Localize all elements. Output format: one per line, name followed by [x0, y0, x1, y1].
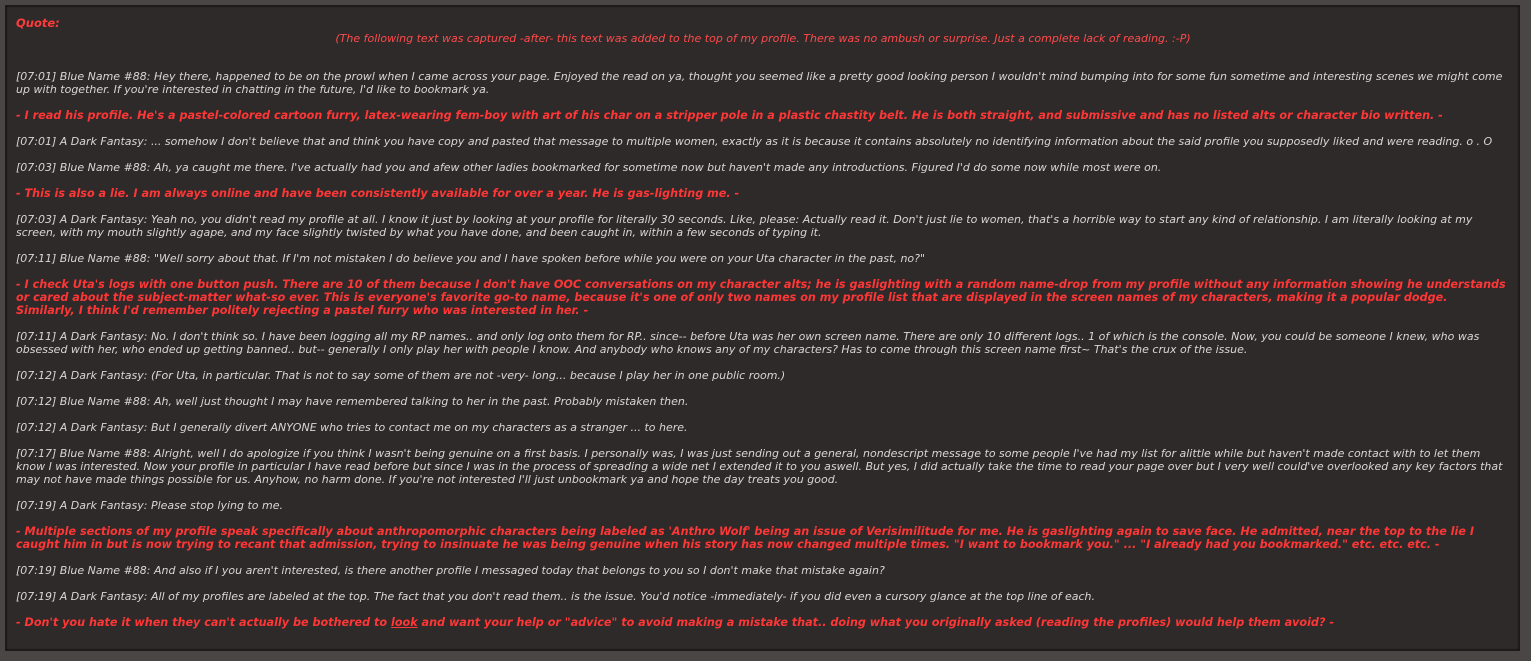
log-entry: [07:01] A Dark Fantasy: ... somehow I don't believe that and think you have copy and pasted that message to multiple women, exactly as it is because it contains absolutely no identifying information about the said profile you supposedly liked and were reading. o . O [16, 135, 1493, 148]
final-comment-end: and want your help or "advice" to avoid making a mistake that.. doing what you originally asked (reading the profiles) would help them avoid? - [417, 616, 1334, 629]
log-entry: [07:12] A Dark Fantasy: But I generally divert ANYONE who tries to contact me on my characters as a stranger ... to here. [16, 421, 688, 434]
chat-log [16, 70, 1510, 629]
log-comment: - I read his profile. He's a pastel-colored cartoon furry, latex-wearing fem-boy with art of his char on a stripper pole in a plastic chastity belt. He is both straight, and submissive and has no listed alts or character bio written. - [16, 109, 1443, 122]
quote-note: (The following text was captured -after- this text was added to the top of my profile. There was no ambush or surprise. Just a complete lack of reading. :-P) [335, 32, 1191, 45]
log-entry: [07:19] A Dark Fantasy: All of my profiles are labeled at the top. The fact that you don't read them.. is the issue. You'd notice -immediately- if you did even a cursory glance at the top line of each. [16, 590, 1096, 603]
log-comment: - I check Uta's logs with one button push. There are 10 of them because I don't have OOC conversations on my character alts; he is gaslighting with a random name-drop from my profile without any information showing he understands or cared about the subject-matter what-so ever. This is everyone's favorite go-to name, because it's one of only two names on my profile list that are displayed in the screen names of my characters, making it a popular dodge. Similarly, I think I'd remember politely rejecting a pastel furry who was interested in her. - [16, 278, 1506, 317]
log-entry: [07:11] Blue Name #88: "Well sorry about that. If I'm not mistaken I do believe you and I have spoken before while you were on your Uta character in the past, no?" [16, 252, 926, 265]
log-entry: [07:01] Blue Name #88: Hey there, happened to be on the prowl when I came across your page. Enjoyed the read on ya, thought you seemed like a pretty good looking person I wouldn't mind bumping into for some fun sometime and interesting scenes we might come up with together. If you're interested in chatting in the future, I'd like to bookmark ya. [16, 70, 1503, 96]
log-entry: [07:19] A Dark Fantasy: Please stop lying to me. [16, 499, 283, 512]
log-entry: [07:17] Blue Name #88: Alright, well I do apologize if you think I wasn't being genuine on a first basis. I personally was, I was just sending out a general, nondescript message to some people I've had my list for alittle while but haven't made contact with to let them know I was interested. Now your profile in particular I have read before but since I was in the process of spreading a wide net I extended it to you aswell. But yes, I did actually take the time to read your page over but I very well could've overlooked any key factors that may not have made things possible for us. Anyhow, no harm done. If you're not interested I'll just unbookmark ya and hope the day treats you good. [16, 447, 1503, 486]
quote-box [5, 5, 1520, 651]
final-comment-underlined: look [390, 616, 418, 629]
log-entry: [07:11] A Dark Fantasy: No. I don't think so. I have been logging all my RP names.. and only log onto them for RP.. since-- before Uta was her own screen name. There are only 10 different logs.. 1 of which is the console. Now, you could be someone I knew, who was obsessed with her, who ended up getting banned.. but-- generally I only play her with people I know. And anybody who knows any of my characters? Has to come through this screen name first~ That's the crux of the issue. [16, 330, 1480, 356]
quote-label: Quote: [16, 16, 60, 30]
log-entry: [07:12] Blue Name #88: Ah, well just thought I may have remembered talking to her in the past. Probably mistaken then. [16, 395, 689, 408]
final-comment-start: - Don't you hate it when they can't actually be bothered to [16, 616, 391, 629]
final-comment [16, 616, 1510, 629]
log-comment: - Multiple sections of my profile speak specifically about anthropomorphic characters being labeled as 'Anthro Wolf' being an issue of Verisimilitude for me. He is gaslighting again to save face. He admitted, near the top to the lie I caught him in but is now trying to recant that admission, trying to insinuate he was being genuine when his story has now changed multiple times. "I want to bookmark you." ... "I already had you bookmarked." etc. etc. etc. - [16, 525, 1475, 551]
log-entry: [07:12] A Dark Fantasy: (For Uta, in particular. That is not to say some of them are not -very- long... because I play her in one public room.) [16, 369, 786, 382]
log-entry: [07:19] Blue Name #88: And also if I you aren't interested, is there another profile I messaged today that belongs to you so I don't make that mistake again? [16, 564, 885, 577]
log-entry: [07:03] Blue Name #88: Ah, ya caught me there. I've actually had you and afew other ladies bookmarked for sometime now but haven't made any introductions. Figured I'd do some now while most were on. [16, 161, 1162, 174]
log-entry: [07:03] A Dark Fantasy: Yeah no, you didn't read my profile at all. I know it just by looking at your profile for literally 30 seconds. Like, please: Actually read it. Don't just lie to women, that's a horrible way to start any kind of relationship. I am literally looking at my screen, with my mouth slightly agape, and my face slightly twisted by what you have done, and been caught in, within a few seconds of typing it. [16, 213, 1473, 239]
log-comment: - This is also a lie. I am always online and have been consistently available for over a year. He is gas-lighting me. - [16, 187, 740, 200]
